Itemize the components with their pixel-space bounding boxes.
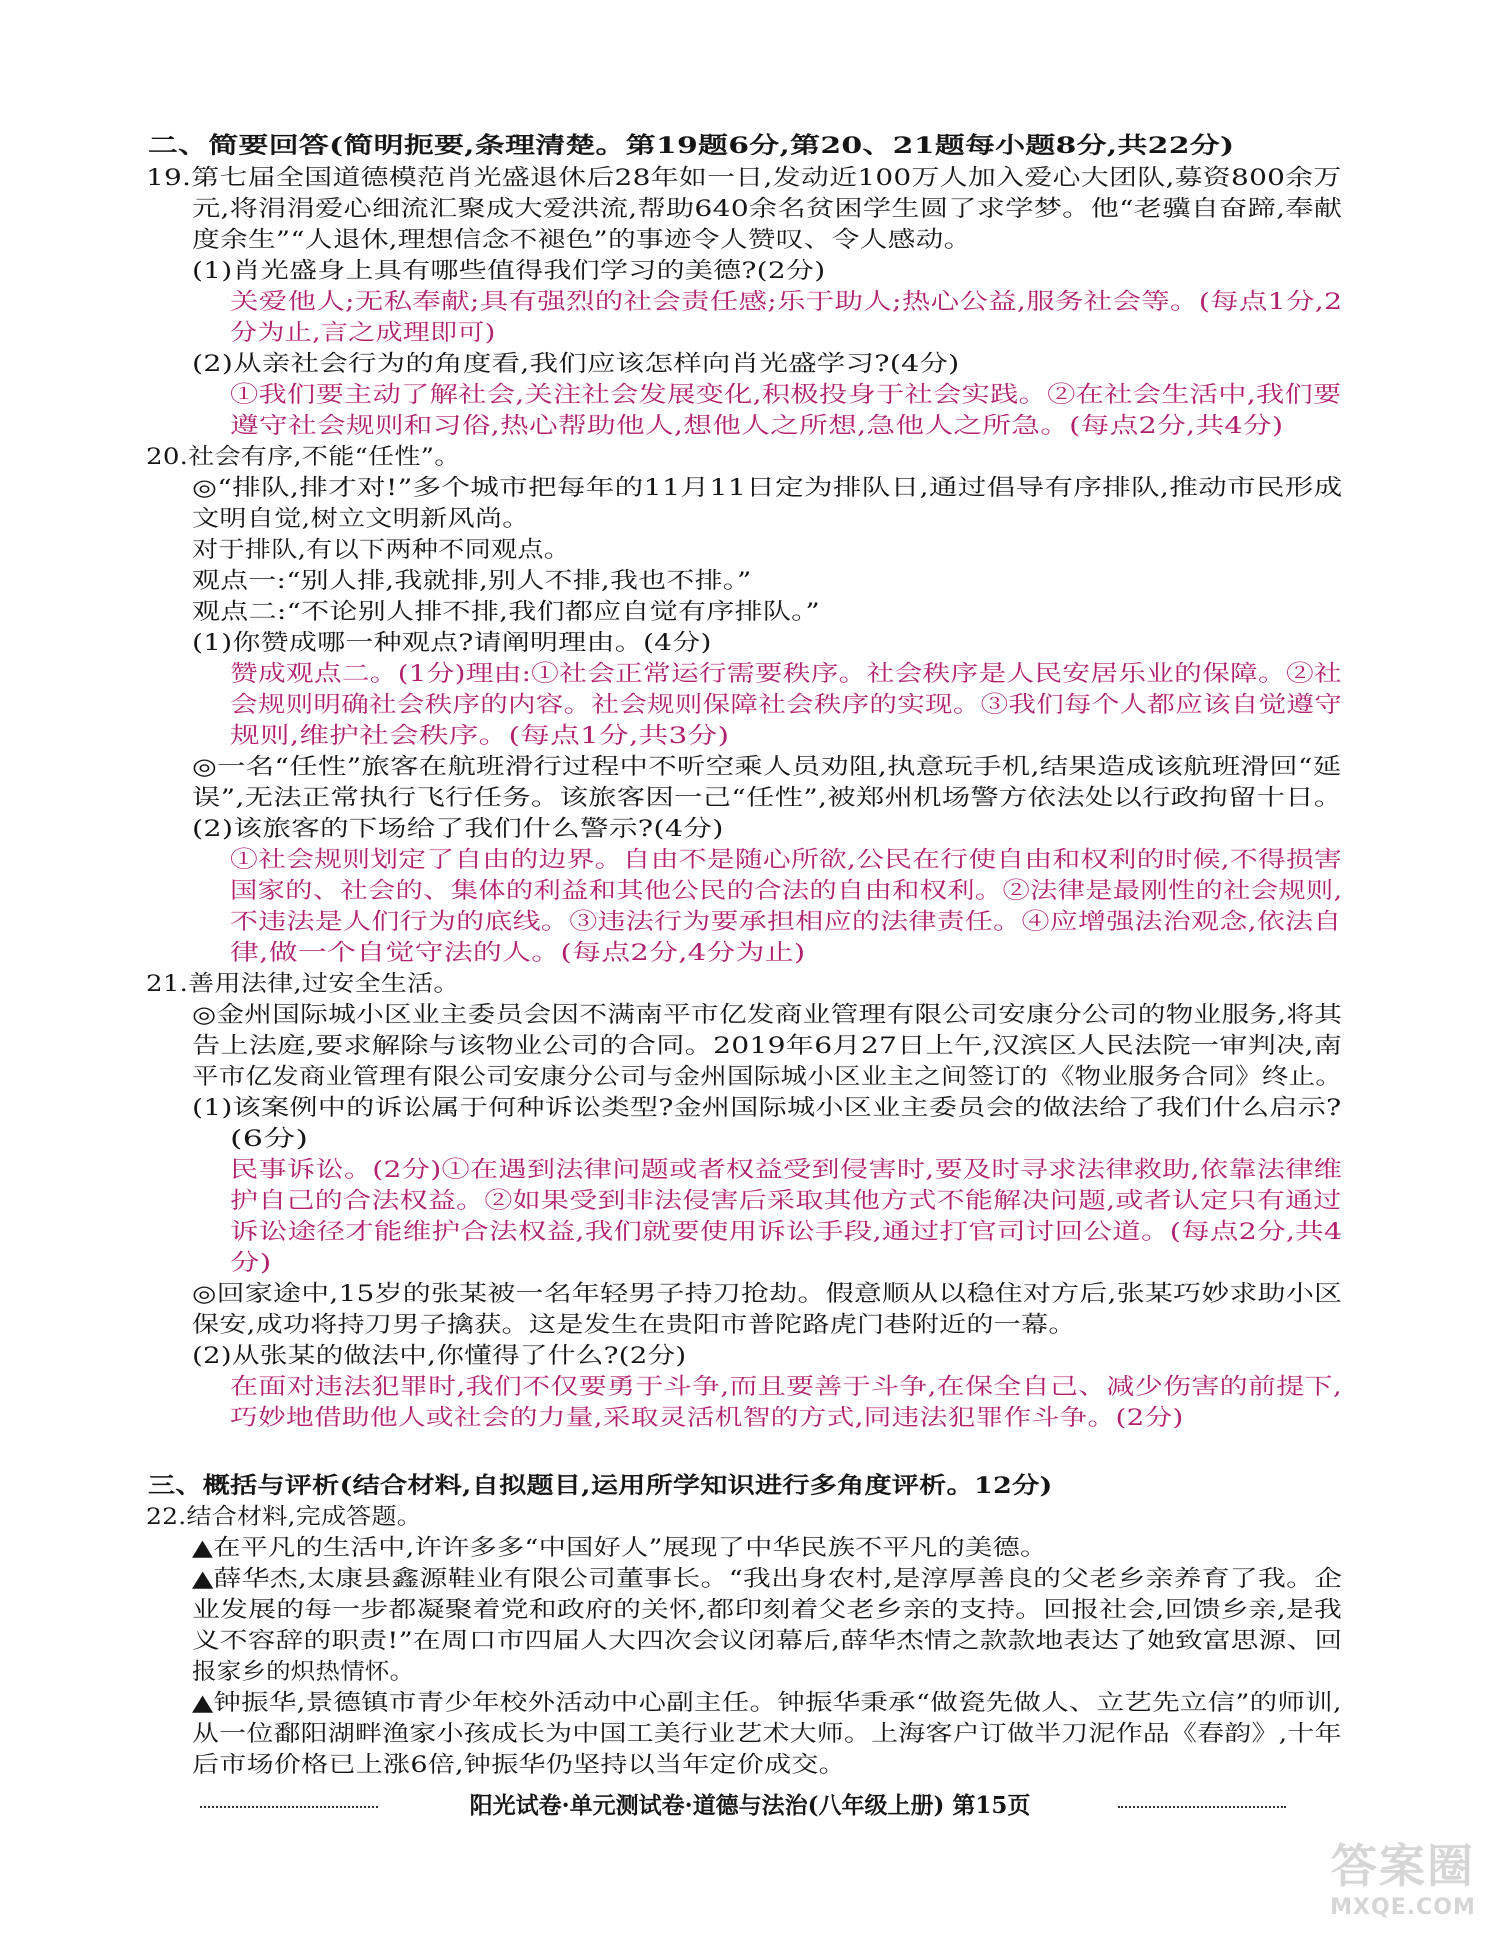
- page-footer: 阳光试卷·单元测试卷·道德与法治(八年级上册) 第15页: [469, 1792, 1031, 1819]
- question-line: 平市亿发商业管理有限公司安康分公司与金州国际城小区业主之间签订的《物业服务合同》终止。: [192, 1064, 1343, 1090]
- question-line: 后市场价格已上涨6倍,钟振华仍坚持以当年定价成交。: [192, 1752, 846, 1778]
- question-line: 从一位鄱阳湖畔渔家小孩成长为中国工美行业艺术大师。上海客户订做半刀泥作品《春韵》,十年: [192, 1721, 1342, 1747]
- question-line: (2)该旅客的下场给了我们什么警示?(4分): [192, 816, 724, 842]
- answer-line: 巧妙地借助他人或社会的力量,采取灵活机智的方式,同违法犯罪作斗争。(2分): [230, 1405, 1184, 1431]
- answer-line: 在面对违法犯罪时,我们不仅要勇于斗争,而且要善于斗争,在保全自己、减少伤害的前提下,: [230, 1374, 1342, 1400]
- question-line: 告上法庭,要求解除与该物业公司的合同。2019年6月27日上午,汉滨区人民法院一审判决,南: [192, 1033, 1343, 1059]
- answer-line: 律,做一个自觉守法的人。(每点2分,4分为止): [230, 940, 806, 966]
- answer-line: 赞成观点二。(1分)理由:①社会正常运行需要秩序。社会秩序是人民安居乐业的保障。②社: [230, 661, 1342, 687]
- answer-line: 遵守社会规则和习俗,热心帮助他人,想他人之所想,急他人之所急。(每点2分,共4分): [230, 413, 1284, 439]
- answer-line: 护自己的合法权益。②如果受到非法侵害后采取其他方式不能解决问题,或者认定只有通过: [230, 1188, 1342, 1214]
- answer-line: 分为止,言之成理即可): [230, 320, 496, 346]
- section-heading: 三、概括与评析(结合材料,自拟题目,运用所学知识进行多角度评析。12分): [148, 1473, 1053, 1499]
- question-line: ◎“排队,排才对!”多个城市把每年的11月11日定为排队日,通过倡导有序排队,推动市民形成: [192, 475, 1343, 501]
- watermark-url: MXQE.COM: [1330, 1895, 1476, 1920]
- question-line: 业发展的每一步都凝聚着党和政府的关怀,都印刻着父老乡亲的支持。回报社会,回馈乡亲,是我: [192, 1597, 1343, 1623]
- answer-line: 不违法是人们行为的底线。③违法行为要承担相应的法律责任。④应增强法治观念,依法自: [230, 909, 1342, 935]
- question-line: 19.第七届全国道德模范肖光盛退休后28年如一日,发动近100万人加入爱心大团队,募资800余万: [146, 165, 1342, 191]
- answer-line: 国家的、社会的、集体的利益和其他公民的合法的自由和权利。②法律是最刚性的社会规则,: [230, 878, 1343, 904]
- question-line: ◎回家途中,15岁的张某被一名年轻男子持刀抢劫。假意顺从以稳住对方后,张某巧妙求助小区: [192, 1281, 1343, 1307]
- question-line: ◎金州国际城小区业主委员会因不满南平市亿发商业管理有限公司安康分公司的物业服务,将其: [192, 1002, 1343, 1028]
- footer-dotted-rule-left: [200, 1806, 378, 1808]
- answer-line: 关爱他人;无私奉献;具有强烈的社会责任感;乐于助人;热心公益,服务社会等。(每点1分,2: [230, 289, 1343, 315]
- question-line: 义不容辞的职责!”在周口市四届人大四次会议闭幕后,薛华杰情之款款地表达了她致富思源、回: [192, 1628, 1343, 1654]
- section-heading: 二、简要回答(简明扼要,条理清楚。第19题6分,第20、21题每小题8分,共22分): [148, 133, 1235, 159]
- answer-line: 会规则明确社会秩序的内容。社会规则保障社会秩序的实现。③我们每个人都应该自觉遵守: [230, 692, 1343, 718]
- question-line: ▲钟振华,景德镇市青少年校外活动中心副主任。钟振华秉承“做瓷先做人、立艺先立信”的师训,: [192, 1690, 1342, 1716]
- question-line: 文明自觉,树立文明新风尚。: [192, 506, 530, 532]
- question-line: 度余生”“人退休,理想信念不褪色”的事迹令人赞叹、令人感动。: [192, 227, 972, 253]
- question-line: 保安,成功将持刀男子擒获。这是发生在贵阳市普陀路虎门巷附近的一幕。: [192, 1312, 1076, 1338]
- question-line: (1)肖光盛身上具有哪些值得我们学习的美德?(2分): [192, 258, 826, 284]
- question-line: (2)从亲社会行为的角度看,我们应该怎样向肖光盛学习?(4分): [192, 351, 960, 377]
- answer-line: 规则,维护社会秩序。(每点1分,共3分): [230, 723, 730, 749]
- question-line: (2)从张某的做法中,你懂得了什么?(2分): [192, 1343, 687, 1369]
- question-line: 对于排队,有以下两种不同观点。: [192, 537, 571, 563]
- question-line: ▲在平凡的生活中,许许多多“中国好人”展现了中华民族不平凡的美德。: [192, 1535, 1048, 1561]
- question-line: 元,将涓涓爱心细流汇聚成大爱洪流,帮助640余名贫困学生圆了求学梦。他“老骥自奋蹄,奉献: [192, 196, 1343, 222]
- question-line: 观点二:“不论别人排不排,我们都应自觉有序排队。”: [192, 599, 820, 625]
- question-line: ▲薛华杰,太康县鑫源鞋业有限公司董事长。“我出身农村,是淳厚善良的父老乡亲养育了我。企: [192, 1566, 1343, 1592]
- watermark-logo: [1328, 1838, 1478, 1934]
- watermark-mark: 答案圈: [1331, 1839, 1475, 1893]
- answer-line: 民事诉讼。(2分)①在遇到法律问题或者权益受到侵害时,要及时寻求法律救助,依靠法律维: [230, 1157, 1343, 1183]
- question-line: (1)该案例中的诉讼属于何种诉讼类型?金州国际城小区业主委员会的做法给了我们什么启示?: [192, 1095, 1342, 1121]
- question-line: 22.结合材料,完成答题。: [146, 1504, 423, 1530]
- question-line: 21.善用法律,过安全生活。: [146, 971, 460, 997]
- question-line: ◎一名“任性”旅客在航班滑行过程中不听空乘人员劝阻,执意玩手机,结果造成该航班滑回“延: [192, 754, 1342, 780]
- question-line: (6分): [230, 1126, 309, 1152]
- question-line: 报家乡的炽热情怀。: [192, 1659, 415, 1685]
- question-line: (1)你赞成哪一种观点?请阐明理由。(4分): [192, 630, 712, 656]
- question-line: 20.社会有序,不能“任性”。: [146, 444, 461, 470]
- question-line: 误”,无法正常执行飞行任务。该旅客因一己“任性”,被郑州机场警方依法处以行政拘留十日。: [192, 785, 1343, 811]
- answer-line: ①社会规则划定了自由的边界。自由不是随心所欲,公民在行使自由和权利的时候,不得损害: [230, 847, 1343, 873]
- answer-line: 分): [230, 1250, 272, 1276]
- answer-line: ①我们要主动了解社会,关注社会发展变化,积极投身于社会实践。②在社会生活中,我们要: [230, 382, 1342, 408]
- footer-dotted-rule-right: [1118, 1806, 1286, 1808]
- answer-line: 诉讼途径才能维护合法权益,我们就要使用诉讼手段,通过打官司讨回公道。(每点2分,共4: [230, 1219, 1343, 1245]
- question-line: 观点一:“别人排,我就排,别人不排,我也不排。”: [192, 568, 752, 594]
